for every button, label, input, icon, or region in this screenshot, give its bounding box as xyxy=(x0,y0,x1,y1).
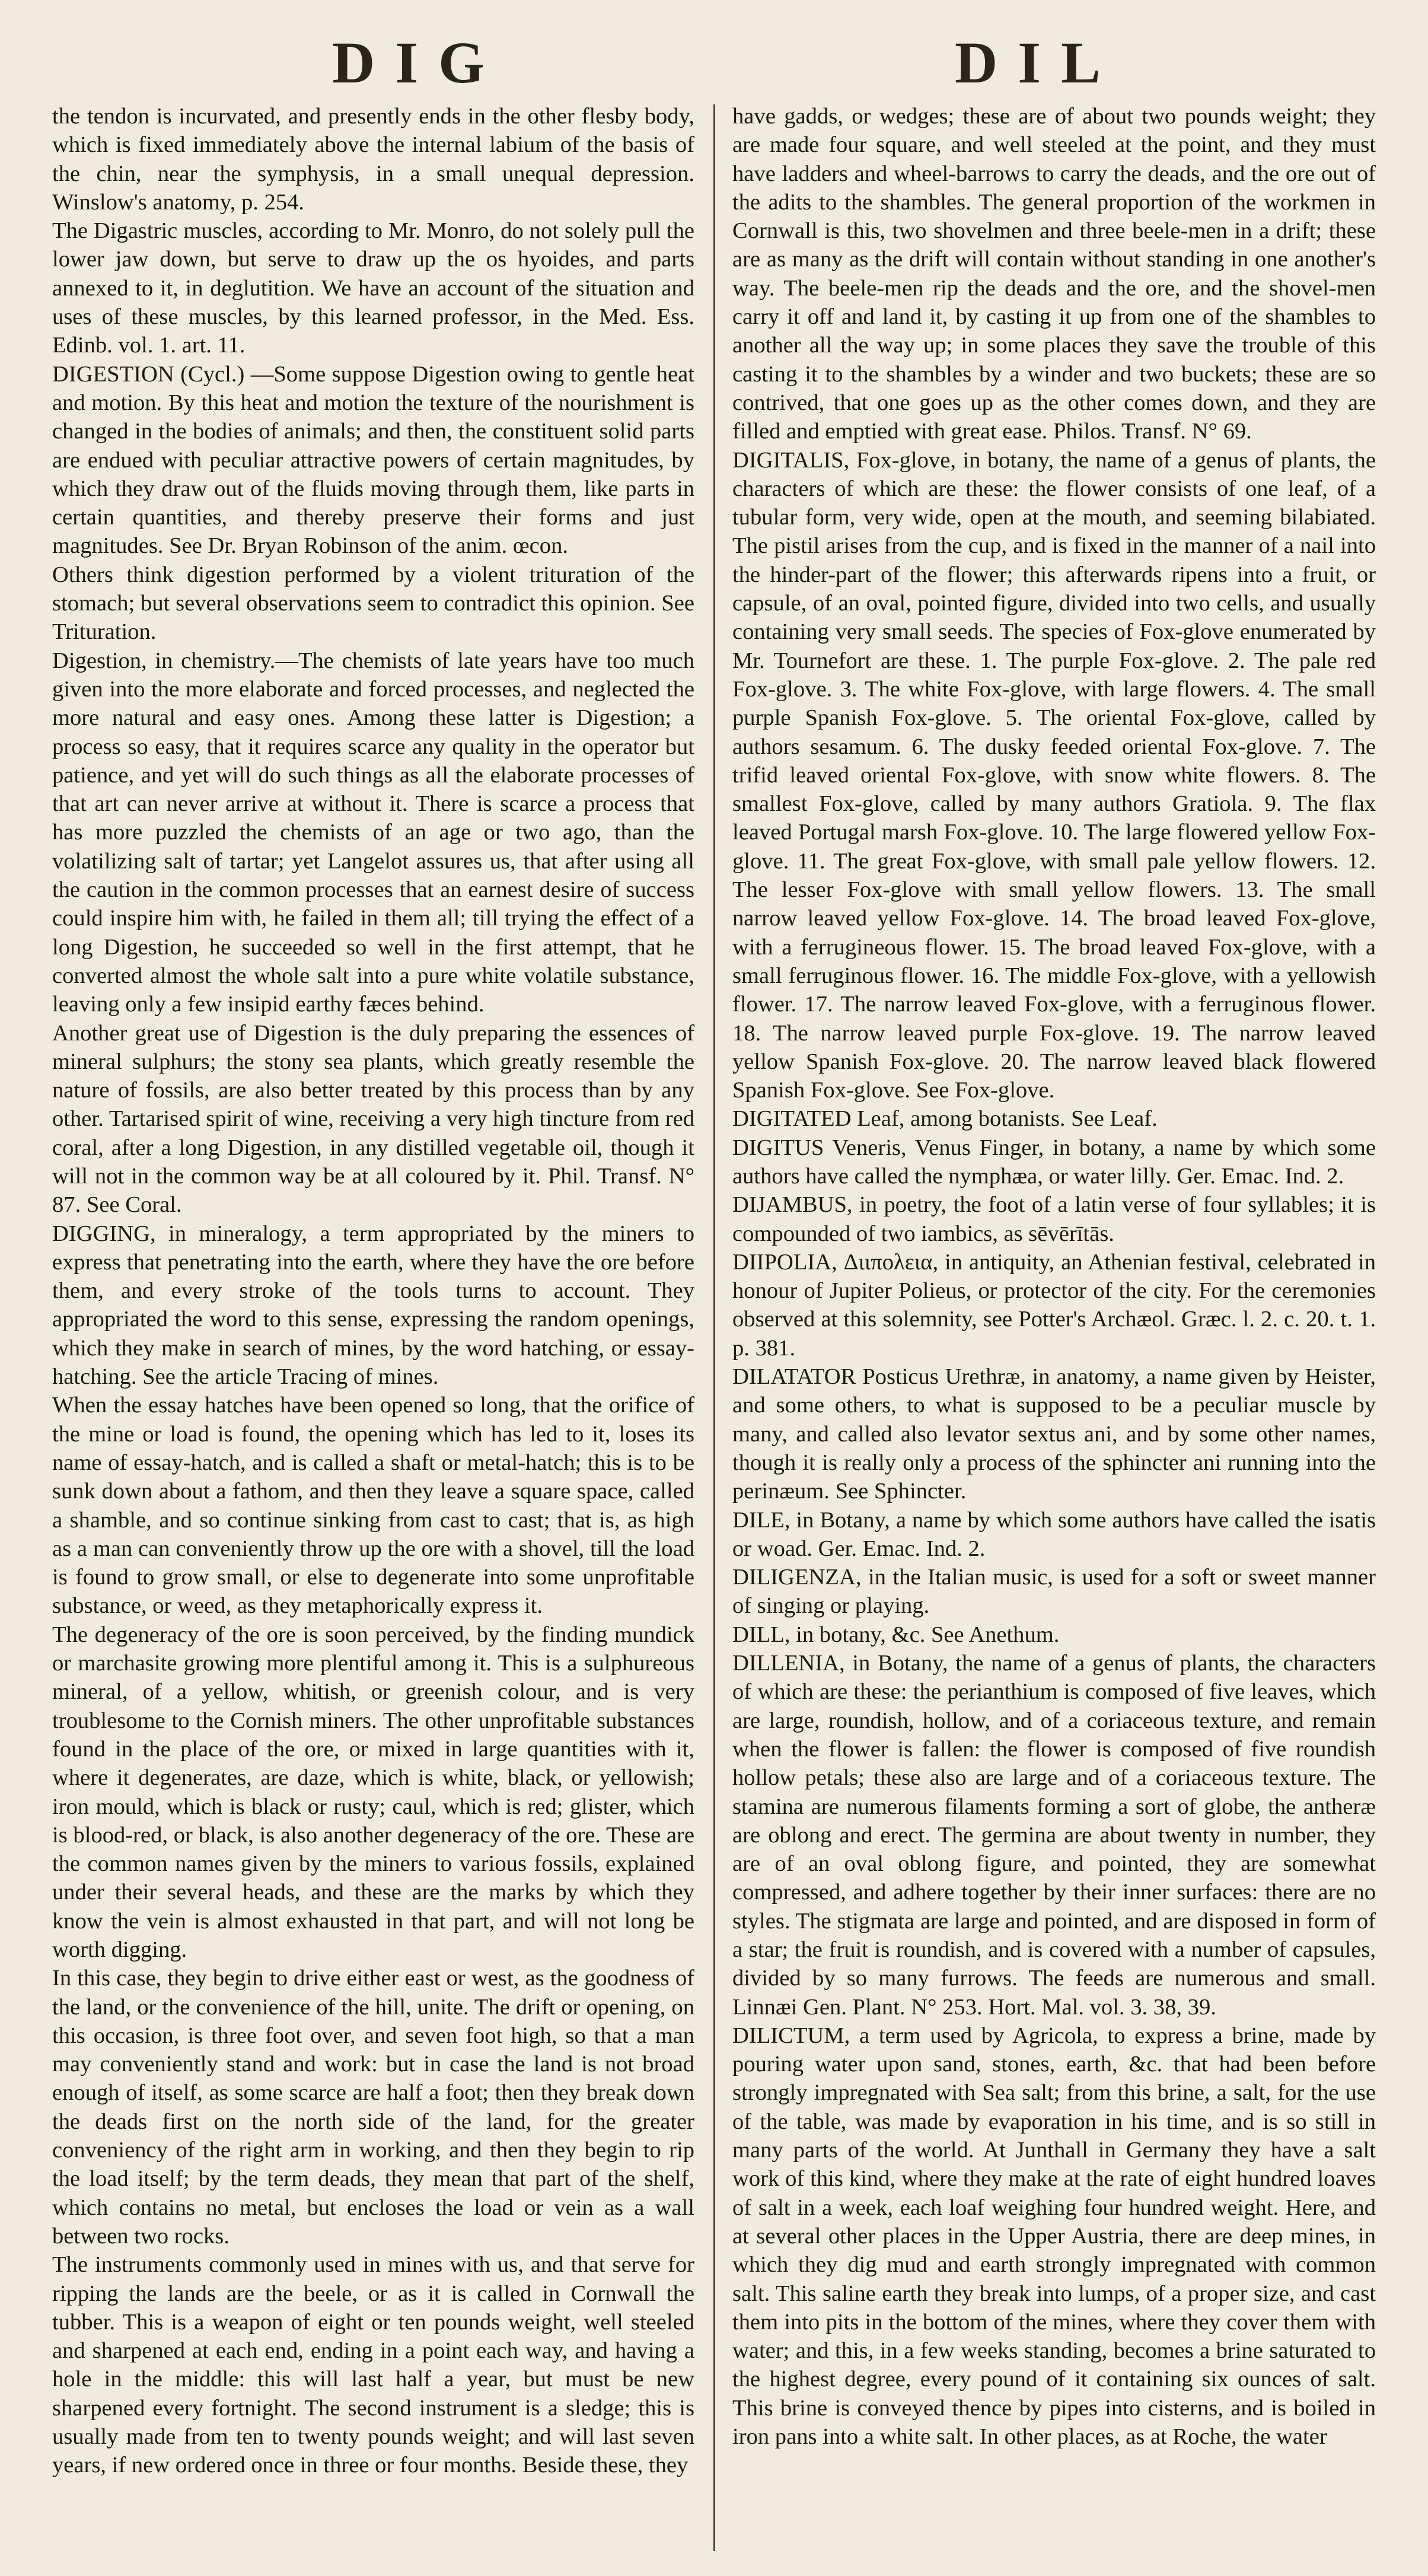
entry-digestion: DIGESTION (Cycl.) —Some suppose Digestion owing to gentle heat and motion. By this heat and motion the texture of the nourishment is changed in the bodies of animals; and then, the constituent solid parts are endued with peculiar attractive powers of certain magnitudes, by which they draw out of the fluids moving through them, like parts in certain quantities, and thereby preserve their forms and just magnitudes. See Dr. Bryan Robinson of the anim. œcon. xyxy=(52,361,694,559)
paragraph: Another great use of Digestion is the duly preparing the essences of mineral sulphurs; the stony sea plants, which greatly resemble the nature of fossils, are also better treated by this process than by any other. Tartarised spirit of wine, receiving a very high tincture from red coral, after a long Digestion, in any distilled vegetable oil, though it will not in the common way be at all coloured by it. Phil. Transf. N° 87. See Coral. xyxy=(52,1020,694,1218)
running-head-right: DIL xyxy=(955,30,1121,95)
right-column xyxy=(732,102,1376,2564)
entry-dill: DILL, in botany, &c. See Anethum. xyxy=(732,1622,1060,1647)
entry-digitated: DIGITATED Leaf, among botanists. See Leaf. xyxy=(732,1106,1158,1132)
entry-dilatator: DILATATOR Posticus Urethræ, in anatomy, a name given by Heister, and some others, to what is supposed to be a peculiar muscle by many, and called also levator sextus ani, and by some other names, though it is really only a process of the sphincter ani running into the perinæum. See Sphincter. xyxy=(732,1364,1376,1504)
paragraph: Others think digestion performed by a violent trituration of the stomach; but several observations seem to contradict this opinion. See Trituration. xyxy=(52,562,694,645)
paragraph: have gadds, or wedges; these are of about two pounds weight; they are made four square, and well steeled at the point, and they must have ladders and wheel-barrows to carry the deads, and the ore out of the adits to the shambles. The general proportion of the workmen in Cornwall is this, two shovelmen and three beele-men in a drift; these are as many as the drift will contain without standing in one another's way. The beele-men rip the deads and the ore, and the shovel-men carry it off and land it, by casting it up from one of the shambles to another all the way up; in some places they save the trouble of this casting it to the shambles by a winder and two buckets; these are so contrived, that one goes up as the other comes down, and they are filled and emptied with great ease. Philos. Transf. N° 69. xyxy=(732,104,1376,444)
entry-dillenia: DILLENIA, in Botany, the name of a genus of plants, the characters of which are these: the perianthium is composed of five leaves, which are large, roundish, hollow, and of a coriaceous texture, and remain when the flower is fallen: the flower is composed of five roundish hollow petals; these also are large and of a coriaceous texture. The stamina are numerous filaments forming a sort of globe, the antheræ are oblong and erect. The germina are about twenty in number, they are of an oval oblong figure, and pointed, they are somewhat compressed, and adhere together by their inner surfaces: there are no styles. The stigmata are large and pointed, and are disposed in form of a star; the fruit is roundish, and is covered with a number of capsules, divided by so many furrows. The feeds are numerous and small. Linnæi Gen. Plant. N° 253. Hort. Mal. vol. 3. 38, 39. xyxy=(732,1651,1376,2020)
column-divider xyxy=(713,104,715,2551)
entry-digging: DIGGING, in mineralogy, a term appropriated by the miners to express that penetrating into the earth, where they have the ore before them, and every stroke of the tools turns to account. They appropriated the word to this sense, expressing the random openings, which they make in search of mines, by the word hatching, or essay-hatching. See the article Tracing of mines. xyxy=(52,1221,694,1390)
entry-digitus: DIGITUS Veneris, Venus Finger, in botany, a name by which some authors have called the nymphæa, or water lilly. Ger. Emac. Ind. 2. xyxy=(732,1135,1376,1189)
paragraph: In this case, they begin to drive either east or west, as the goodness of the land, or the convenience of the hill, unite. The drift or opening, on this occasion, is three foot over, and seven foot high, so that a man may conveniently stand and work: but in case the land is not broad enough of itself, as some scarce are half a foot; then they break down the deads first on the north side of the land, for the greater conveniency of the right arm in working, and then they begin to rip the load itself; by the term deads, they mean that part of the shelf, which contains no metal, but encloses the load or vein as a wall between two rocks. xyxy=(52,1966,694,2249)
paragraph: The Digastric muscles, according to Mr. Monro, do not solely pull the lower jaw down, but serve to draw up the os hyoides, and parts annexed to it, in deglutition. We have an account of the situation and uses of these muscles, by this learned professor, in the Med. Ess. Edinb. vol. 1. art. 11. xyxy=(52,218,694,358)
entry-digitalis: DIGITALIS, Fox-glove, in botany, the name of a genus of plants, the characters of which are these: the flower consists of one leaf, of a tubular form, very wide, open at the mouth, and seeming bilabiated. The pistil arises from the cup, and is fixed in the manner of a nail into the hinder-part of the flower; this afterwards ripens into a fruit, or capsule, of an oval, pointed figure, divided into two cells, and usually containing very small seeds. The species of Fox-glove enumerated by Mr. Tournefort are these. 1. The purple Fox-glove. 2. The pale red Fox-glove. 3. The white Fox-glove, with large flowers. 4. The small purple Spanish Fox-glove. 5. The oriental Fox-glove, called by authors sesamum. 6. The dusky feeded oriental Fox-glove. 7. The trifid leaved oriental Fox-glove, with snow white flowers. 8. The smallest Fox-glove, called by many authors Gratiola. 9. The flax leaved Portugal marsh Fox-glove. 10. The large flowered yellow Fox-glove. 11. The great Fox-glove, with small pale yellow flowers. 12. The lesser Fox-glove with small yellow flowers. 13. The small narrow leaved yellow Fox-glove. 14. The broad leaved Fox-glove, with a ferrugineous flower. 15. The broad leaved Fox-glove, with a small ferruginous flower. 16. The middle Fox-glove, with a yellowish flower. 17. The narrow leaved Fox-glove, with a ferruginous flower. 18. The narrow leaved purple Fox-glove. 19. The narrow leaved yellow Spanish Fox-glove. 20. The narrow leaved black flowered Spanish Fox-glove. See Fox-glove. xyxy=(732,447,1376,1103)
entry-digestion-chemistry: Digestion, in chemistry.—The chemists of late years have too much given into the more elaborate and forced processes, and neglected the more natural and easy ones. Among these latter is Digestion; a process so easy, that it requires scarce any quality in the operator but patience, and yet will do such things as all the elaborate processes of that art can never arrive at without it. There is scarce a process that has more puzzled the chemists of an age or two ago, than the volatilizing salt of tartar; yet Langelot assures us, that after using all the caution in the common processes that an earnest desire of success could inspire him with, he failed in them all; till trying the effect of a long Digestion, he succeeded so well in the first attempt, that he converted almost the whole salt into a pure white volatile substance, leaving only a few insipid earthy fæces behind. xyxy=(52,648,694,1017)
paragraph: When the essay hatches have been opened so long, that the orifice of the mine or load is found, the opening which has led to it, loses its name of essay-hatch, and is called a shaft or metal-hatch; this is to be sunk down about a fathom, and then they leave a square space, called a shamble, and so continue sinking from cast to cast; that is, as high as a man can conveniently throw up the ore with a shovel, till the load is found to grow small, or else to degenerate into some unprofitable substance, or weed, as they metaphorically express it. xyxy=(52,1393,694,1619)
running-head-left: DIG xyxy=(332,30,505,95)
paragraph: The instruments commonly used in mines with us, and that serve for ripping the lands are the beele, or as it is called in Cornwall the tubber. This is a weapon of eight or ten pounds weight, well steeled and sharpened at each end, ending in a point each way, and having a hole in the middle: this will last half a year, but must be new sharpened every fortnight. The second instrument is a sledge; this is usually made from ten to twenty pounds weight; and will last seven years, if new ordered once in three or four months. Beside these, they xyxy=(52,2252,694,2478)
paragraph: the tendon is incurvated, and presently ends in the other flesby body, which is fixed immediately above the internal labium of the basis of the chin, near the symphysis, in a small unequal depression. Winslow's anatomy, p. 254. xyxy=(52,104,694,215)
entry-dijambus: DIJAMBUS, in poetry, the foot of a latin verse of four syllables; it is compounded of two iambics, as sēvērītās. xyxy=(732,1192,1376,1246)
running-head xyxy=(0,23,1428,100)
entry-dile: DILE, in Botany, a name by which some authors have called the isatis or woad. Ger. Emac. Ind. 2. xyxy=(732,1507,1376,1561)
paragraph: The degeneracy of the ore is soon perceived, by the finding mundick or marchasite growing more plentiful among it. This is a sulphureous mineral, of a yellow, whitish, or greenish colour, and is very troublesome to the Cornish miners. The other unprofitable substances found in the place of the ore, or mixed in large quantities with it, where it degenerates, are daze, which is white, black, or yellowish; iron mould, which is black or rusty; caul, which is red; glister, which is blood-red, or black, is also another degeneracy of the ore. These are the common names given by the miners to various fossils, explained under their several heads, and these are the marks by which they know the vein is almost exhausted in that part, and will not long be worth digging. xyxy=(52,1622,694,1962)
entry-dilictum: DILICTUM, a term used by Agricola, to express a brine, made by pouring water upon sand, stones, earth, &c. that had been before strongly impregnated with Sea salt; from this brine, a salt, for the use of the table, was made by evaporation in his time, and is so still in many parts of the world. At Junthall in Germany they have a salt work of this kind, where they make at the rate of eight hundred loaves of salt in a week, each loaf weighing four hundred weight. Here, and at several other places in the Upper Austria, there are deep mines, in which they dig mud and earth strongly impregnated with common salt. This saline earth they break into lumps, of a proper size, and cast them into pits in the bottom of the mines, where they cover them with water; and this, in a few weeks standing, becomes a brine saturated to the highest degree, every pound of it containing six ounces of salt. This brine is conveyed thence by pipes into cisterns, and is boiled in iron pans into a white salt. In other places, as at Roche, the water xyxy=(732,2023,1376,2450)
entry-diligenza: DILIGENZA, in the Italian music, is used for a soft or sweet manner of singing or playing. xyxy=(732,1565,1376,1619)
left-column xyxy=(52,102,694,2564)
entry-diipolia: DIIPOLIA, Διιπολεια, in antiquity, an Athenian festival, celebrated in honour of Jupiter Polieus, or protector of the city. For the ceremonies observed at this solemnity, see Potter's Archæol. Græc. l. 2. c. 20. t. 1. p. 381. xyxy=(732,1249,1376,1361)
